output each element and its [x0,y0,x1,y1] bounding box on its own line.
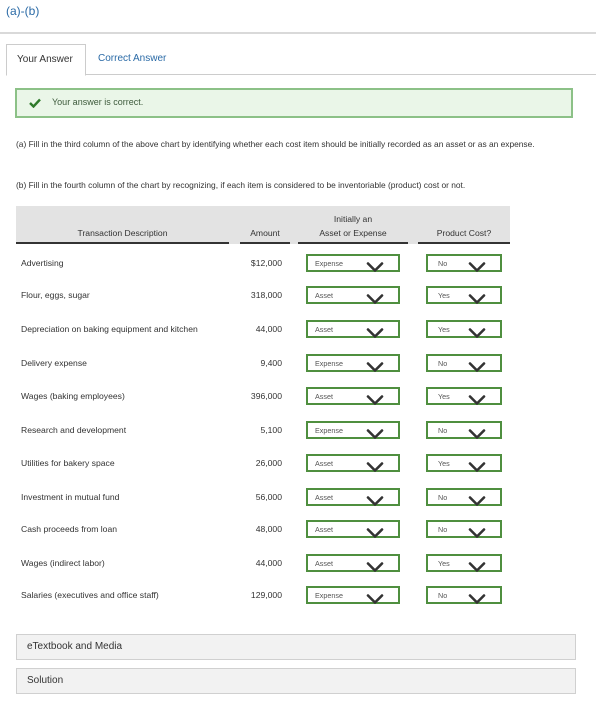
selected-value: Yes [438,459,450,468]
chevron-down-icon [366,591,384,601]
row-amount: $12,000 [250,258,282,268]
accordion-label: Solution [27,675,64,686]
selected-value: Expense [315,359,343,368]
selected-value: Asset [315,291,333,300]
chevron-down-icon [468,359,486,369]
row-description: Wages (baking employees) [21,391,125,401]
product-cost-select[interactable] [426,520,502,538]
selected-value: Asset [315,325,333,334]
chevron-down-icon [468,259,486,269]
header-amount: Amount [250,228,280,238]
chevron-down-icon [366,359,384,369]
accordion-label: eTextbook and Media [27,641,123,652]
chevron-down-icon [366,325,384,335]
part-title: (a)-(b) [6,4,40,18]
selected-value: Expense [315,259,343,268]
chevron-down-icon [366,459,384,469]
product-cost-select[interactable] [426,254,502,272]
product-cost-select[interactable] [426,354,502,372]
header-description: Transaction Description [77,228,168,238]
header-product-cost: Product Cost? [436,228,492,238]
chevron-down-icon [366,559,384,569]
header-underline [418,242,510,244]
header-underline [16,242,229,244]
row-description: Investment in mutual fund [21,492,120,502]
row-amount: 318,000 [250,290,282,300]
classification-select[interactable] [306,354,400,372]
header-classification-line1: Initially an [333,214,373,224]
chevron-down-icon [468,291,486,301]
chevron-down-icon [468,591,486,601]
row-description: Delivery expense [21,358,87,368]
row-description: Depreciation on baking equipment and kitchen [21,324,198,334]
tab-your-answer[interactable]: Your Answer [6,44,86,76]
selected-value: No [438,259,448,268]
chevron-down-icon [366,259,384,269]
classification-select[interactable] [306,454,400,472]
classification-select[interactable] [306,421,400,439]
chevron-down-icon [468,525,486,535]
classification-select[interactable] [306,254,400,272]
chevron-down-icon [468,459,486,469]
selected-value: No [438,591,448,600]
selected-value: Yes [438,291,450,300]
row-amount: 5,100 [260,425,282,435]
classification-select[interactable] [306,387,400,405]
chevron-down-icon [366,291,384,301]
row-amount: 129,000 [250,590,282,600]
header-underline [240,242,290,244]
product-cost-select[interactable] [426,488,502,506]
answer-tabs [6,44,596,75]
product-cost-select[interactable] [426,554,502,572]
product-cost-select[interactable] [426,454,502,472]
row-description: Salaries (executives and office staff) [21,590,159,600]
check-icon [29,98,41,108]
chevron-down-icon [468,392,486,402]
chevron-down-icon [366,392,384,402]
selected-value: No [438,493,448,502]
selected-value: Yes [438,325,450,334]
selected-value: No [438,359,448,368]
selected-value: No [438,525,448,534]
row-description: Flour, eggs, sugar [21,290,90,300]
selected-value: Yes [438,559,450,568]
row-amount: 56,000 [255,492,282,502]
classification-select[interactable] [306,520,400,538]
row-description: Research and development [21,425,127,435]
chevron-down-icon [468,559,486,569]
selected-value: Asset [315,525,333,534]
product-cost-select[interactable] [426,421,502,439]
classification-select[interactable] [306,286,400,304]
selected-value: Asset [315,559,333,568]
row-amount: 48,000 [255,524,282,534]
instruction-a: (a) Fill in the third column of the above chart by identifying whether each cost item should be initially recorded as an asset or as an expense. [16,139,535,149]
solution-accordion[interactable] [16,668,576,694]
chevron-down-icon [366,525,384,535]
chevron-down-icon [366,493,384,503]
chevron-down-icon [468,325,486,335]
product-cost-select[interactable] [426,320,502,338]
row-amount: 44,000 [255,324,282,334]
row-description: Wages (indirect labor) [21,558,105,568]
row-description: Cash proceeds from loan [21,524,118,534]
row-description: Utilities for bakery space [21,458,115,468]
selected-value: Yes [438,392,450,401]
row-description: Advertising [21,258,64,268]
chevron-down-icon [468,493,486,503]
header-underline [298,242,408,244]
classification-select[interactable] [306,320,400,338]
selected-value: Expense [315,591,343,600]
chevron-down-icon [468,426,486,436]
feedback-text: Your answer is correct. [52,97,144,107]
selected-value: Expense [315,426,343,435]
instruction-b: (b) Fill in the fourth column of the chart by recognizing, if each item is considered to be inventoriable (product) cost or not. [16,180,466,190]
feedback-banner [15,88,573,118]
classification-select[interactable] [306,488,400,506]
classification-select[interactable] [306,554,400,572]
selected-value: Asset [315,392,333,401]
row-amount: 396,000 [250,391,282,401]
chevron-down-icon [366,426,384,436]
product-cost-select[interactable] [426,286,502,304]
row-amount: 26,000 [255,458,282,468]
etextbook-accordion[interactable] [16,634,576,660]
selected-value: Asset [315,493,333,502]
product-cost-select[interactable] [426,387,502,405]
tab-correct-answer[interactable]: Correct Answer [98,53,167,64]
classification-select[interactable] [306,586,400,604]
row-amount: 44,000 [255,558,282,568]
product-cost-select[interactable] [426,586,502,604]
divider [0,32,596,34]
selected-value: Asset [315,459,333,468]
header-classification-line2: Asset or Expense [319,228,387,238]
row-amount: 9,400 [260,358,282,368]
selected-value: No [438,426,448,435]
